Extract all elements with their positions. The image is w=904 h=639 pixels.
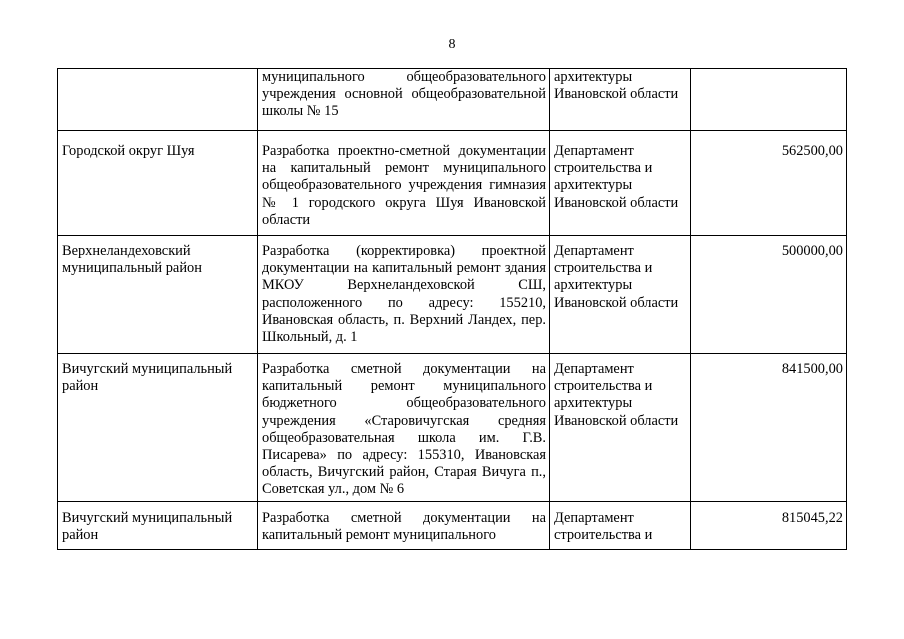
funding-table bbox=[57, 68, 847, 550]
description-cell: муниципального общеобразовательного учреждения основной общеобразовательной школы № 15 bbox=[258, 69, 550, 131]
territory-cell: Верхнеландеховский муниципальный район bbox=[58, 236, 258, 354]
table-row bbox=[58, 501, 847, 549]
description-cell: Разработка (корректировка) проектной документации на капитальный ремонт здания МКОУ Верхнеландеховской СШ, расположенного по адресу: 155210, Ивановская область, п. Верхний Ландех, пер. Школьный, д. 1 bbox=[258, 236, 550, 354]
executor-cell: Департамент строительства и архитектуры Ивановской области bbox=[550, 236, 691, 354]
territory-cell: Вичугский муниципальный район bbox=[58, 501, 258, 549]
territory-cell: Вичугский муниципальный район bbox=[58, 354, 258, 502]
page-number: 8 bbox=[448, 37, 456, 52]
table-row bbox=[58, 354, 847, 502]
amount-cell: 562500,00 bbox=[691, 131, 847, 236]
territory-cell bbox=[58, 69, 258, 131]
executor-cell: Департамент строительства и архитектуры Ивановской области bbox=[550, 131, 691, 236]
table-row bbox=[58, 236, 847, 354]
executor-cell: Департамент строительства и bbox=[550, 501, 691, 549]
description-cell: Разработка сметной документации на капитальный ремонт муниципального bbox=[258, 501, 550, 549]
description-cell: Разработка сметной документации на капитальный ремонт муниципального бюджетного общеобразовательного учреждения «Старовичугская средняя общеобразовательная школа им. Г.В. Писарева» по адресу: 155310, Ивановская область, Вичугский район, Старая Вичуга п., Советская ул., дом № 6 bbox=[258, 354, 550, 502]
executor-cell: архитектуры Ивановской области bbox=[550, 69, 691, 131]
table-row bbox=[58, 131, 847, 236]
amount-cell: 841500,00 bbox=[691, 354, 847, 502]
amount-cell: 500000,00 bbox=[691, 236, 847, 354]
territory-cell: Городской округ Шуя bbox=[58, 131, 258, 236]
amount-cell bbox=[691, 69, 847, 131]
description-cell: Разработка проектно-сметной документации на капитальный ремонт муниципального общеобразовательного учреждения гимназия № 1 городского округа Шуя Ивановской области bbox=[258, 131, 550, 236]
executor-cell: Департамент строительства и архитектуры Ивановской области bbox=[550, 354, 691, 502]
amount-cell: 815045,22 bbox=[691, 501, 847, 549]
table-row bbox=[58, 69, 847, 131]
